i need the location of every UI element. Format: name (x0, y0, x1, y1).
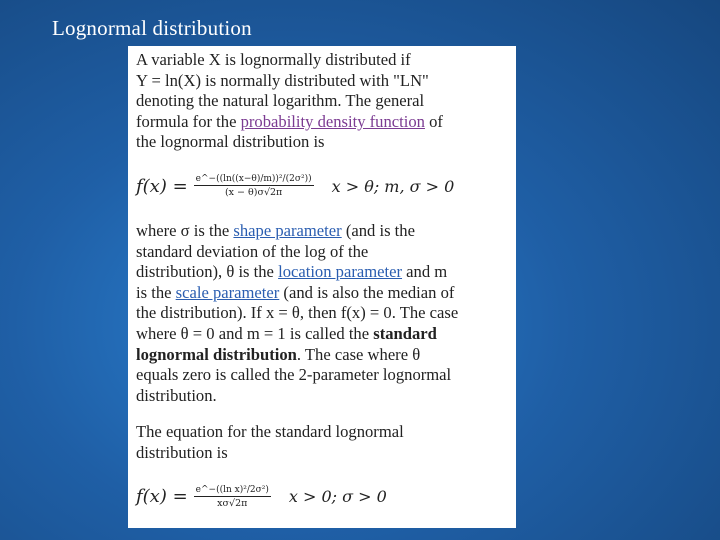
params-line-4 (136, 283, 508, 304)
intro-line-4 (136, 112, 508, 133)
intro-line-2: Y = ln(X) is normally distributed with "LN" (136, 70, 429, 90)
params-line-5: the distribution). If x = θ, then f(x) = 0. The case (136, 303, 459, 323)
formula-2-numerator: e^−((ln x)²/2σ²) (195, 485, 269, 495)
location-parameter-link[interactable]: location parameter (278, 262, 403, 282)
params-line-3 (136, 262, 508, 283)
params-t6: is the (136, 282, 176, 302)
formula-1-fraction (194, 174, 314, 199)
standard-line-1: The equation for the standard lognormal (136, 422, 404, 442)
slide-title: Lognormal distribution (52, 16, 252, 40)
paragraph-gap (136, 406, 508, 422)
formula-1-condition: x > θ; m, σ > 0 (331, 176, 455, 196)
params-line-2: standard deviation of the log of the (136, 241, 369, 261)
formula-2-fraction (194, 485, 271, 510)
pdf-link[interactable]: probability density function (240, 111, 425, 131)
intro-line-3: denoting the natural logarithm. The general (136, 91, 425, 111)
scale-parameter-link[interactable]: scale parameter (175, 282, 280, 302)
standard-line-2: distribution is (136, 442, 228, 462)
params-t2: (and is the (341, 220, 415, 240)
params-line-9: distribution. (136, 385, 217, 405)
standard-pdf-formula (136, 474, 508, 522)
content-panel (128, 46, 516, 528)
formula-1-denominator: (x − θ)σ√2π (224, 187, 283, 199)
formula-2-lhs: f(x) = (136, 486, 188, 508)
standard-bold: standard (373, 323, 437, 343)
shape-parameter-link[interactable]: shape parameter (233, 220, 342, 240)
params-t5: and m (402, 262, 448, 282)
formula-2-condition: x > 0; σ > 0 (288, 487, 387, 507)
intro-line-4-post: of (424, 111, 443, 131)
lognormal-distribution-bold: lognormal distribution (136, 344, 297, 364)
general-pdf-formula (136, 163, 508, 211)
params-line-8: equals zero is called the 2-parameter lognormal (136, 365, 452, 385)
params-line-7 (136, 345, 508, 366)
params-t4: distribution), θ is the (136, 262, 279, 282)
intro-line-1: A variable X is lognormally distributed if (136, 50, 411, 69)
params-t9: where θ = 0 and m = 1 is called the (136, 323, 374, 343)
article-body (136, 50, 508, 528)
formula-1-numerator: e^−((ln((x−θ)/m))²/(2σ²)) (195, 174, 312, 185)
params-t7: (and is also the median of (279, 282, 455, 302)
params-t10: . The case where θ (296, 344, 421, 364)
params-line-6 (136, 324, 508, 345)
formula-1-lhs: f(x) = (136, 175, 188, 197)
params-line-1 (136, 221, 508, 242)
params-t1: where σ is the (136, 220, 234, 240)
intro-line-4-pre: formula for the (136, 111, 241, 131)
intro-line-5: the lognormal distribution is (136, 132, 325, 152)
formula-2-denominator: xσ√2π (217, 498, 248, 509)
